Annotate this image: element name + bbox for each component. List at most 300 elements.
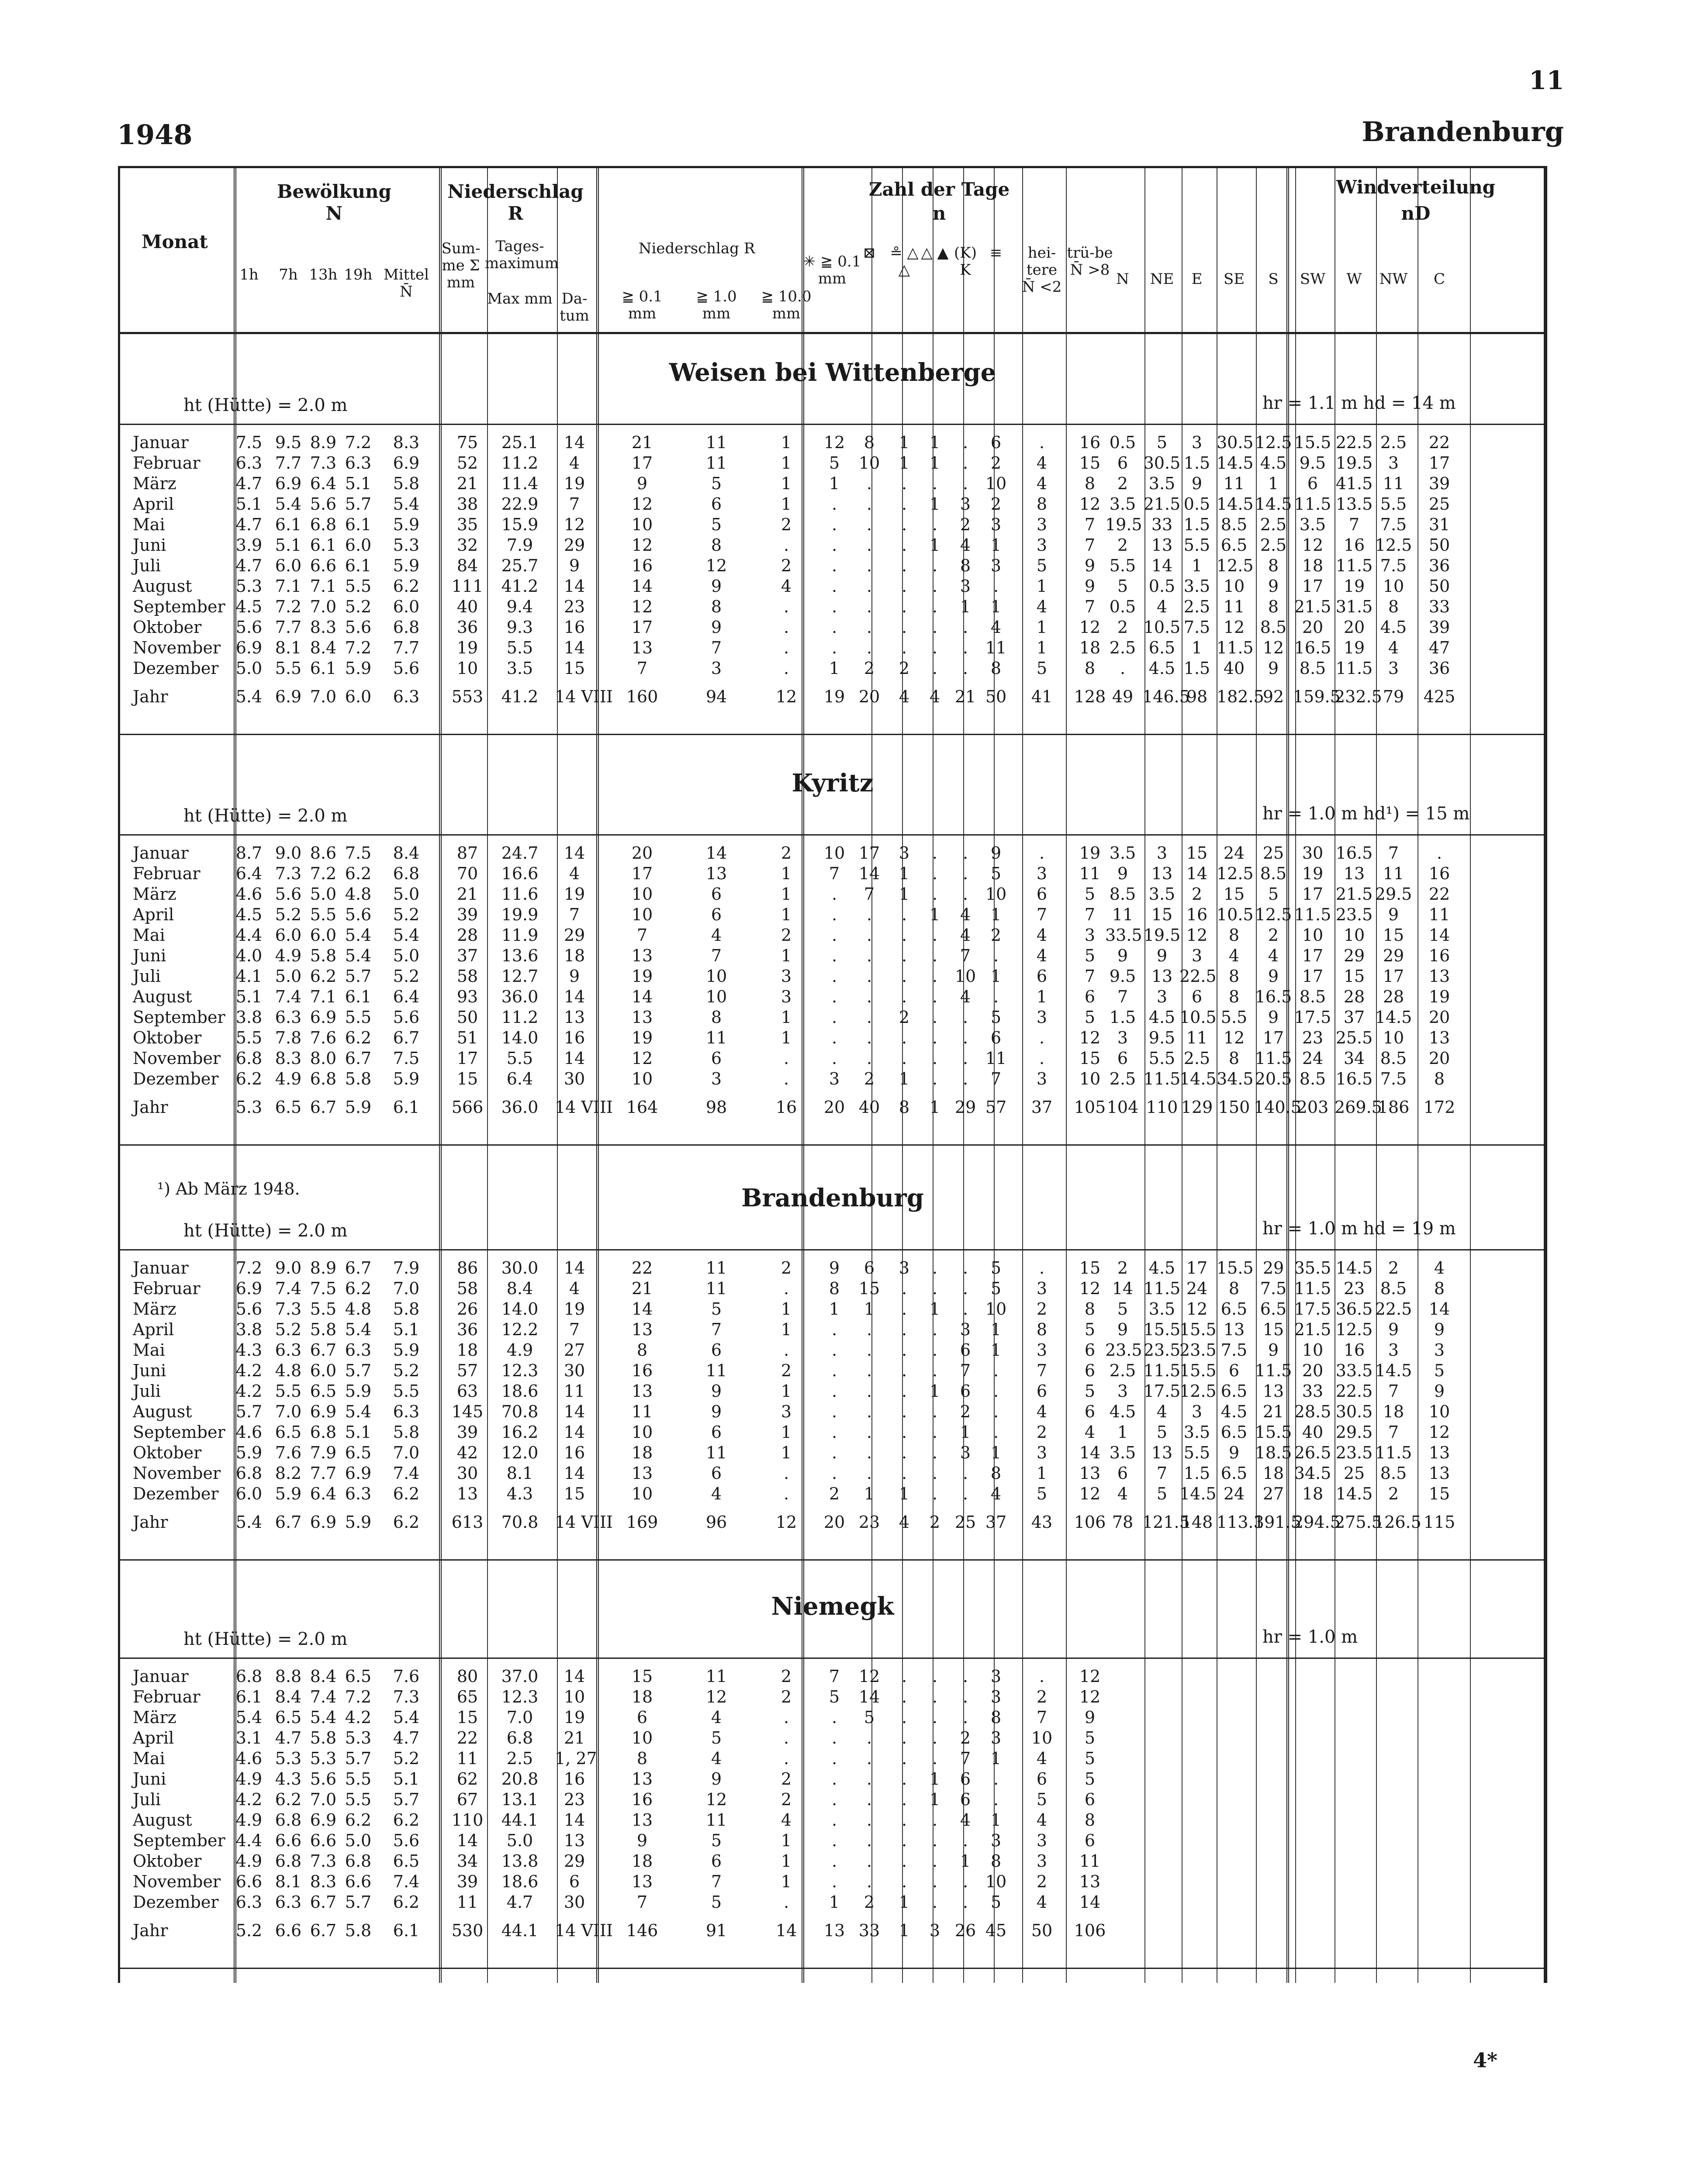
table-cell: 5.9: [345, 1098, 372, 1117]
table-cell: 92: [1262, 687, 1284, 706]
table-cell: 14.5: [1255, 494, 1292, 514]
table-cell: 8.1: [275, 638, 302, 657]
table-cell: 7.5: [235, 433, 263, 452]
table-cell: .: [831, 1028, 837, 1047]
table-cell: 9: [1268, 577, 1279, 596]
table-cell: 5.1: [275, 535, 302, 555]
table-cell: 18.6: [501, 1872, 539, 1891]
table-cell: 6.1: [310, 535, 337, 555]
table-cell: 6: [1117, 1464, 1128, 1483]
table-cell: 5.7: [235, 1402, 263, 1421]
table-cell: 4.5: [235, 905, 263, 924]
table-row: [118, 1892, 1547, 1913]
table-cell: 11: [1223, 597, 1245, 616]
table-cell: 160: [626, 687, 658, 706]
table-cell: 67: [456, 1790, 478, 1809]
table-cell: 6.4: [506, 1069, 533, 1088]
table-cell: 36.5: [1335, 1299, 1373, 1319]
table-cell: 12: [1186, 1299, 1208, 1319]
header-col: Mittel N̄: [383, 266, 429, 301]
table-cell: 3: [1388, 659, 1399, 678]
table-cell: 8: [990, 1708, 1002, 1727]
table-cell: 9: [1388, 1320, 1399, 1339]
table-cell: .: [866, 1728, 872, 1748]
table-cell: 15.5: [1217, 1258, 1254, 1278]
table-cell: 13: [1079, 1464, 1101, 1483]
table-cell: 2.5: [1109, 1361, 1136, 1380]
table-cell: 10: [1383, 577, 1404, 596]
table-row: [118, 1463, 1547, 1484]
table-cell: 6.1: [345, 556, 372, 575]
table-cell: 21: [631, 1279, 653, 1298]
table-cell: 29: [564, 535, 585, 555]
table-cell: 36.0: [501, 1098, 539, 1117]
table-cell: 6.9: [235, 638, 263, 657]
table-cell: 5.2: [235, 1921, 263, 1940]
table-cell: 7.0: [310, 1790, 337, 1809]
table-cell: 1: [899, 1484, 910, 1503]
table-cell: 18: [1302, 556, 1324, 575]
table-cell: 12: [775, 687, 797, 706]
table-row: [118, 576, 1547, 597]
table-cell: 11.5: [1217, 638, 1254, 657]
table-row: [118, 905, 1547, 925]
table-cell: 2: [829, 1484, 840, 1503]
table-cell: 4: [711, 1749, 722, 1768]
table-cell: .: [901, 926, 907, 945]
table-cell: 29: [564, 926, 585, 945]
table-cell: 9: [711, 618, 722, 637]
table-cell: 1: [864, 1299, 875, 1319]
table-cell: 4.7: [506, 1893, 533, 1912]
station-bottom-rule: [118, 734, 1547, 735]
table-cell: 19: [823, 687, 845, 706]
table-cell: 7.9: [393, 1258, 420, 1278]
table-cell: 10: [631, 1728, 653, 1748]
table-cell: .: [831, 597, 837, 616]
table-cell: 6: [711, 1340, 722, 1360]
table-cell: 3: [1036, 1831, 1048, 1850]
table-cell: .: [866, 967, 872, 986]
table-cell: 63: [456, 1381, 478, 1401]
table-cell: 9: [1084, 1708, 1096, 1727]
table-cell: 28.5: [1294, 1402, 1331, 1421]
table-cell: 11: [705, 1279, 727, 1298]
table-cell: .: [831, 1381, 837, 1401]
table-cell: 11.2: [501, 1008, 539, 1027]
table-cell: 15.5: [1179, 1361, 1217, 1380]
table-cell: 19: [1428, 987, 1450, 1006]
table-cell: 4.1: [235, 967, 263, 986]
table-cell: 2: [1388, 1258, 1399, 1278]
table-cell: 3: [990, 515, 1002, 534]
table-cell: 20: [1428, 1008, 1450, 1027]
table-row: [118, 535, 1547, 556]
footer-mark: 4*: [1473, 2048, 1498, 2072]
table-row: [118, 1361, 1547, 1381]
table-cell: 8.7: [235, 843, 263, 863]
table-cell: 13: [1343, 864, 1365, 883]
table-row: [118, 1381, 1547, 1402]
table-cell: 2: [929, 1513, 940, 1532]
table-cell: 6: [1036, 1769, 1048, 1789]
table-cell: 6.2: [393, 1810, 420, 1830]
table-cell: 14: [1079, 1893, 1101, 1912]
table-cell: 5.5: [345, 1769, 372, 1789]
table-cell: 11: [1112, 905, 1134, 924]
table-cell: 6: [711, 1049, 722, 1068]
table-cell: 6.0: [345, 535, 372, 555]
table-cell: .: [831, 1831, 837, 1850]
table-cell: 5.6: [345, 905, 372, 924]
table-cell: 6: [1117, 453, 1128, 473]
table-cell: 11.5: [1375, 1443, 1412, 1462]
table-cell: 6: [1084, 1790, 1096, 1809]
table-cell: 1: [781, 1443, 792, 1462]
table-cell: 29: [954, 1098, 976, 1117]
table-cell: 11.2: [501, 453, 539, 473]
table-cell: 6: [960, 1790, 971, 1809]
table-cell: 7.0: [506, 1708, 533, 1727]
table-cell: 2: [781, 843, 792, 863]
table-cell: 2: [781, 1790, 792, 1809]
table-cell: 15: [1186, 843, 1208, 863]
table-cell: 6.8: [235, 1464, 263, 1483]
table-cell: 5: [1084, 1008, 1096, 1027]
table-cell: .: [932, 1340, 938, 1360]
table-cell: 111: [451, 577, 484, 596]
table-cell: 6.5: [345, 1443, 372, 1462]
table-cell: 11: [985, 638, 1007, 657]
table-cell: .: [831, 556, 837, 575]
table-cell: 9: [1084, 577, 1096, 596]
table-cell: .: [866, 535, 872, 555]
table-cell: 12: [1186, 926, 1208, 945]
table-cell: .: [993, 1423, 999, 1442]
table-cell: 8.5: [1220, 515, 1248, 534]
table-cell: 19.5: [1143, 926, 1181, 945]
table-cell: 19: [1079, 843, 1101, 863]
table-cell: 10: [1223, 577, 1245, 596]
table-cell: 8.9: [310, 433, 337, 452]
table-cell: 8.5: [1299, 987, 1326, 1006]
table-cell: 6.5: [393, 1851, 420, 1871]
table-cell: 10: [1031, 1728, 1053, 1748]
table-cell: 269.5: [1335, 1098, 1382, 1117]
table-cell: .: [783, 535, 789, 555]
table-cell: 9: [1191, 474, 1203, 493]
station-title: Weisen bei Wittenberge: [669, 358, 996, 387]
table-cell: 5.8: [310, 946, 337, 965]
table-cell: 42: [456, 1443, 478, 1462]
month-label: November: [133, 1872, 221, 1891]
table-cell: 1: [990, 905, 1002, 924]
table-cell: 7: [990, 1069, 1002, 1088]
table-cell: 8: [829, 1279, 840, 1298]
table-cell: 6.8: [393, 864, 420, 883]
table-cell: 29: [1343, 946, 1365, 965]
table-cell: 7: [1036, 905, 1048, 924]
table-cell: 1: [781, 1381, 792, 1401]
table-cell: 13: [1151, 864, 1173, 883]
table-cell: 6.3: [275, 1893, 302, 1912]
table-cell: .: [932, 1320, 938, 1339]
table-cell: 7: [711, 1872, 722, 1891]
table-row: [118, 1007, 1547, 1028]
table-cell: 5: [1036, 1790, 1048, 1809]
month-label: Dezember: [133, 1069, 219, 1088]
table-cell: 16.5: [1335, 1069, 1373, 1088]
month-label: Jahr: [133, 687, 168, 706]
table-cell: 2.5: [1183, 1049, 1210, 1068]
table-cell: 1: [1191, 638, 1203, 657]
table-cell: 18: [1302, 1484, 1324, 1503]
table-cell: 14: [1151, 556, 1173, 575]
table-cell: 5.4: [345, 1402, 372, 1421]
table-cell: .: [831, 1749, 837, 1768]
table-cell: .: [866, 1769, 872, 1789]
table-cell: .: [901, 474, 907, 493]
table-cell: 43: [1031, 1513, 1053, 1532]
table-cell: 7.4: [393, 1464, 420, 1483]
table-cell: 2: [1117, 474, 1128, 493]
table-cell: 19.9: [501, 905, 539, 924]
table-cell: 1: [781, 1872, 792, 1891]
table-cell: 15: [1343, 967, 1365, 986]
header-col: E: [1191, 270, 1203, 288]
table-cell: 4.9: [235, 1769, 263, 1789]
table-cell: 6.9: [310, 1513, 337, 1532]
table-cell: .: [932, 474, 938, 493]
month-label: Mai: [133, 515, 165, 534]
table-cell: 34.5: [1217, 1069, 1254, 1088]
table-cell: .: [831, 1320, 837, 1339]
table-cell: .: [993, 1381, 999, 1401]
table-cell: 24: [1302, 1049, 1324, 1068]
table-cell: 17: [631, 453, 653, 473]
table-cell: 11: [1186, 1028, 1208, 1047]
table-cell: 10.5: [1143, 618, 1181, 637]
header-col: S: [1268, 270, 1279, 288]
table-cell: 5.0: [345, 1831, 372, 1850]
table-cell: 19: [564, 1299, 585, 1319]
table-cell: .: [866, 1790, 872, 1809]
table-cell: .: [783, 618, 789, 637]
table-cell: 23: [1343, 1279, 1365, 1298]
table-row: [118, 1422, 1547, 1443]
table-cell: 6: [1084, 1402, 1096, 1421]
table-cell: 3: [1156, 987, 1168, 1006]
table-cell: 1: [929, 433, 940, 452]
table-row: [118, 556, 1547, 576]
table-cell: 7: [1084, 597, 1096, 616]
table-cell: 21: [631, 433, 653, 452]
table-cell: 11.9: [501, 926, 539, 945]
table-cell: 80: [456, 1667, 478, 1686]
table-cell: 11.5: [1294, 905, 1331, 924]
table-cell: .: [783, 1340, 789, 1360]
table-cell: 11: [1079, 864, 1101, 883]
month-label: Mai: [133, 926, 165, 945]
table-cell: 1: [929, 1381, 940, 1401]
table-cell: 36: [1428, 556, 1450, 575]
table-cell: 11: [705, 1028, 727, 1047]
header-summe: Sum-me Σ mm: [441, 240, 481, 292]
table-cell: .: [962, 1279, 968, 1298]
table-row: [118, 638, 1547, 658]
table-cell: 26.5: [1294, 1443, 1331, 1462]
table-cell: 13: [631, 1464, 653, 1483]
table-cell: 5.8: [393, 1423, 420, 1442]
table-cell: 6: [960, 1381, 971, 1401]
table-cell: 10: [631, 515, 653, 534]
table-cell: 2: [960, 515, 971, 534]
table-cell: 17: [1383, 967, 1404, 986]
table-cell: 18: [564, 946, 585, 965]
table-cell: 3.5: [1299, 515, 1326, 534]
table-cell: 2: [1268, 926, 1279, 945]
station-rule: [118, 1658, 1547, 1659]
header-niederschlag-sym: R: [508, 203, 523, 224]
month-label: Oktober: [133, 618, 202, 637]
table-cell: .: [1039, 1028, 1045, 1047]
table-cell: 15: [858, 1279, 880, 1298]
table-cell: 41.5: [1335, 474, 1373, 493]
table-cell: .: [831, 1769, 837, 1789]
table-cell: 5.6: [235, 1299, 263, 1319]
table-cell: 5.6: [393, 1831, 420, 1850]
table-cell: 49: [1112, 687, 1134, 706]
table-cell: 1: [929, 1299, 940, 1319]
table-cell: 3.5: [1183, 1423, 1210, 1442]
table-row: [118, 1299, 1547, 1319]
table-cell: 7: [711, 638, 722, 657]
table-cell: 2: [960, 1402, 971, 1421]
table-cell: 10.5: [1217, 905, 1254, 924]
header-nied-r: Niederschlag R: [638, 240, 755, 257]
table-cell: 6.8: [310, 1423, 337, 1442]
table-cell: 4.7: [235, 515, 263, 534]
table-cell: 4.3: [506, 1484, 533, 1503]
table-cell: 14: [564, 843, 585, 863]
table-cell: 22: [1428, 433, 1450, 452]
table-cell: 5.5: [1148, 1049, 1176, 1068]
table-cell: 146.5: [1142, 687, 1190, 706]
table-cell: 1: [899, 1069, 910, 1088]
table-cell: 4.5: [1148, 1258, 1176, 1278]
table-cell: 7: [636, 926, 648, 945]
table-cell: 9: [1228, 1443, 1240, 1462]
table-cell: 6.7: [310, 1921, 337, 1940]
month-label: Oktober: [133, 1028, 202, 1047]
table-cell: 9.0: [275, 843, 302, 863]
table-cell: 7.7: [310, 1464, 337, 1483]
table-cell: 13.8: [501, 1851, 539, 1871]
table-cell: 104: [1106, 1098, 1139, 1117]
table-cell: 7.5: [1380, 1069, 1407, 1088]
table-cell: 9.0: [275, 1258, 302, 1278]
table-cell: 2: [864, 1893, 875, 1912]
table-cell: 11: [564, 1381, 585, 1401]
table-cell: 3: [1036, 535, 1048, 555]
table-cell: 10: [954, 967, 976, 986]
table-cell: .: [901, 1028, 907, 1047]
table-cell: 6.7: [310, 1340, 337, 1360]
table-cell: 14: [564, 1423, 585, 1442]
table-cell: 12.3: [501, 1687, 539, 1706]
table-cell: 6.5: [1260, 1299, 1287, 1319]
table-cell: 14: [564, 1049, 585, 1068]
table-cell: 1, 27: [555, 1749, 597, 1768]
table-cell: 14: [456, 1831, 478, 1850]
table-cell: 1: [1036, 987, 1048, 1006]
table-cell: 1: [990, 967, 1002, 986]
table-cell: 47: [1428, 638, 1450, 657]
table-cell: 18: [1079, 638, 1101, 657]
table-cell: 4: [1156, 597, 1168, 616]
table-cell: 12.5: [1217, 864, 1254, 883]
table-cell: 3: [1036, 1279, 1048, 1298]
table-row-jahr: [118, 687, 1547, 707]
table-cell: 14: [564, 1810, 585, 1830]
table-cell: 9: [1117, 1320, 1128, 1339]
table-cell: 6.3: [345, 1484, 372, 1503]
table-cell: 28: [1383, 987, 1404, 1006]
month-label: Dezember: [133, 659, 219, 678]
table-cell: 8.0: [310, 1049, 337, 1068]
table-cell: 10: [631, 1484, 653, 1503]
table-cell: 3.5: [1183, 577, 1210, 596]
header-col: ≗ △ △: [890, 244, 919, 279]
table-cell: 3: [781, 987, 792, 1006]
table-cell: .: [901, 1423, 907, 1442]
table-cell: .: [962, 1028, 968, 1047]
table-cell: 70: [456, 864, 478, 883]
table-cell: 5.7: [345, 1893, 372, 1912]
table-cell: 22.5: [1375, 1299, 1412, 1319]
table-cell: 33: [1302, 1381, 1324, 1401]
table-cell: .: [901, 1851, 907, 1871]
table-cell: .: [993, 1769, 999, 1789]
table-cell: 5: [1117, 577, 1128, 596]
table-cell: 62: [456, 1769, 478, 1789]
table-cell: 5.7: [345, 967, 372, 986]
table-cell: 7.6: [393, 1667, 420, 1686]
table-cell: 203: [1297, 1098, 1329, 1117]
table-cell: 14: [564, 433, 585, 452]
table-cell: .: [932, 1402, 938, 1421]
table-cell: 5.5: [1109, 556, 1136, 575]
table-cell: 33: [1428, 597, 1450, 616]
table-cell: 19: [1343, 638, 1365, 657]
table-cell: 5: [990, 1893, 1002, 1912]
table-cell: 5: [1084, 1381, 1096, 1401]
table-cell: 11: [1383, 474, 1404, 493]
table-cell: 6.8: [275, 1810, 302, 1830]
table-cell: 25.1: [501, 433, 539, 452]
table-cell: 4.4: [235, 926, 263, 945]
table-cell: 14.5: [1179, 1069, 1217, 1088]
table-cell: 30: [1302, 843, 1324, 863]
table-cell: 18: [631, 1687, 653, 1706]
table-cell: 7.5: [1380, 515, 1407, 534]
table-cell: 2: [1036, 1423, 1048, 1442]
table-cell: 5.5: [506, 1049, 533, 1068]
table-cell: 8: [990, 659, 1002, 678]
table-cell: .: [932, 843, 938, 863]
table-cell: 7.4: [275, 1279, 302, 1298]
table-cell: 1: [829, 659, 840, 678]
